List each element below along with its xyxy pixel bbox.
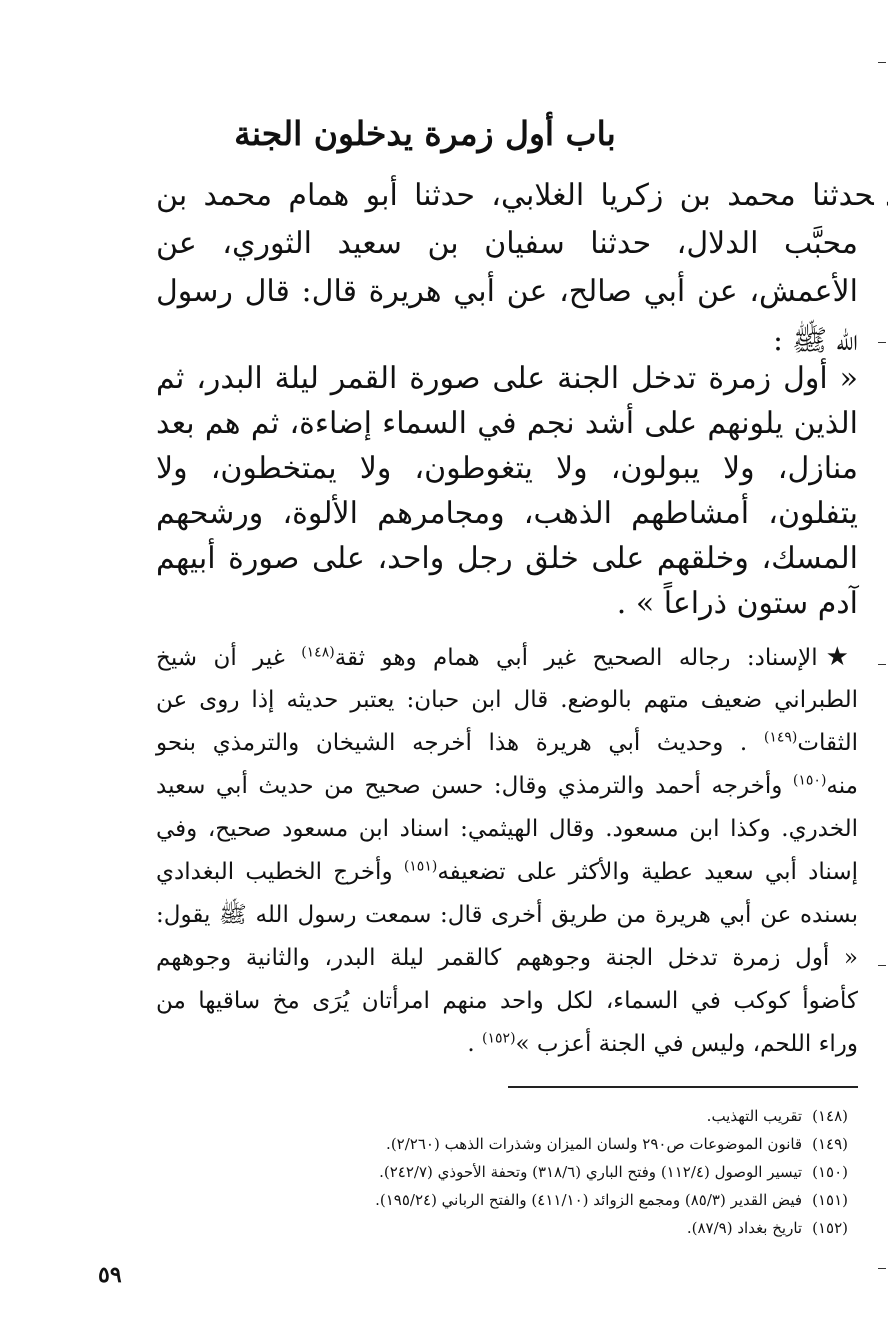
commentary-text: وأخرجه أحمد والترمذي وقال: حسن صحيح من حديث أبي سعيد — [156, 773, 793, 799]
matn-line-5: المسك، وخلقهم على خلق رجل واحد، على صورة أبيهم — [156, 541, 858, 576]
commentary-line-2: الطبراني ضعيف متهم بالوضع. قال ابن حبان: يعتبر حديثه إذا روى عن — [156, 687, 858, 713]
commentary-text: وراء اللحم، وليس في الجنة أعزب » — [515, 1031, 858, 1057]
hadith-line-4: الله ﷺ : — [773, 323, 858, 357]
scan-edge-mark — [878, 1268, 886, 1269]
footnote-ref[interactable]: (١٥١) — [403, 858, 438, 875]
commentary-line-1 — [156, 636, 858, 679]
footnote-148 — [148, 1102, 848, 1130]
matn-line-1: « أول زمرة تدخل الجنة على صورة القمر ليلة البدر، ثم — [156, 361, 858, 396]
hadith-line-3: الأعمش، عن أبي صالح، عن أبي هريرة قال: قال رسول — [156, 274, 858, 309]
commentary-line-4 — [156, 765, 858, 808]
footnote-number: (١٥٠) — [812, 1163, 848, 1181]
star-icon: ★ — [825, 642, 859, 672]
footnote-149 — [148, 1130, 848, 1158]
commentary-text: وأخرج الخطيب البغدادي — [156, 859, 404, 885]
footnote-text: تاريخ بغداد (٨٧/٩). — [686, 1219, 803, 1237]
commentary-line-9: كأضوأ كوكب في السماء، لكل واحد منهم امرأتان يُرَى مخ ساقيها من — [156, 988, 858, 1014]
commentary-line-8: « أول زمرة تدخل الجنة وجوههم كالقمر ليلة البدر، والثانية وجوههم — [156, 945, 858, 971]
matn-line-6: آدم ستون ذراعاً » . — [616, 586, 858, 621]
matn-line-3: منازل، ولا يبولون، ولا يتغوطون، ولا يمتخطون، ولا — [156, 451, 858, 486]
footnote-ref[interactable]: (١٥٠) — [792, 772, 827, 789]
commentary-text: غير أن شيخ — [156, 645, 302, 671]
footnote-text: قانون الموضوعات ص٢٩٠ ولسان الميزان وشذرات الذهب (٢/٢٦٠). — [386, 1135, 803, 1153]
footnote-ref[interactable]: (١٤٨) — [301, 644, 335, 661]
footnote-text: تقريب التهذيب. — [706, 1107, 803, 1125]
footnote-number: (١٥١) — [812, 1191, 848, 1209]
hadith-line-1-text: حدثنا محمد بن زكريا الغلابي، حدثنا أبو همام محمد بن — [156, 178, 874, 213]
commentary-text: الإسناد: رجاله الصحيح غير أبي همام وهو ثقة — [334, 645, 818, 671]
footnote-divider — [508, 1086, 858, 1088]
footnote-150 — [148, 1158, 848, 1186]
footnote-152 — [148, 1214, 848, 1242]
footnote-text: فيض القدير (٨٥/٣) ومجمع الزوائد (٤١١/١٠) والفتح الرباني (١٩٥/٢٤). — [375, 1191, 803, 1209]
scan-edge-mark — [878, 664, 886, 665]
matn-line-4: يتفلون، أمشاطهم الذهب، ومجامرهم الألوة، ورشحهم — [156, 496, 858, 531]
footnote-text: تيسير الوصول (١١٢/٤) وفتح الباري (٣١٨/٦) وتحفة الأحوذي (٢٤٢/٧). — [379, 1163, 803, 1181]
chapter-title: باب أول زمرة يدخلون الجنة — [234, 114, 616, 153]
footnote-ref[interactable]: (١٥٢) — [482, 1030, 516, 1047]
commentary-text: الثقات — [797, 730, 858, 756]
footnote-ref[interactable]: (١٤٩) — [763, 729, 798, 746]
scan-edge-mark — [878, 965, 886, 966]
footnotes — [148, 1102, 848, 1242]
hadith-isnad — [156, 172, 874, 364]
scan-edge-mark — [878, 62, 886, 63]
hadith-matn — [156, 356, 858, 626]
commentary-line-6 — [156, 851, 858, 894]
commentary-text: منه — [826, 773, 858, 799]
commentary-text: إسناد أبي سعيد عطية والأكثر على تضعيفه — [437, 859, 858, 885]
commentary-line-7: بسنده عن أبي هريرة من طريق أخرى قال: سمعت رسول الله ﷺ يقول: — [156, 902, 858, 928]
commentary-line-3 — [156, 722, 858, 765]
footnote-151 — [148, 1186, 848, 1214]
footnote-number: (١٥٢) — [812, 1219, 848, 1237]
page-number: ٥٩ — [98, 1262, 122, 1288]
footnote-number: (١٤٩) — [812, 1135, 848, 1153]
commentary-line-5: الخدري. وكذا ابن مسعود. وقال الهيثمي: اسناد ابن مسعود صحيح، وفي — [156, 816, 858, 842]
isnad-commentary — [156, 636, 858, 1066]
hadith-line-1 — [156, 172, 888, 220]
footnote-number: (١٤٨) — [812, 1107, 848, 1125]
commentary-line-10 — [156, 1023, 858, 1066]
hadith-line-2: محبَّب الدلال، حدثنا سفيان بن سعيد الثوري، عن — [156, 226, 858, 261]
commentary-text: . وحديث أبي هريرة هذا أخرجه الشيخان والترمذي بنحو — [156, 730, 764, 756]
commentary-text: . — [467, 1031, 483, 1057]
scan-edge-mark — [878, 342, 886, 343]
matn-line-2: الذين يلونهم على أشد نجم في السماء إضاءة، ثم هم بعد — [156, 406, 858, 441]
